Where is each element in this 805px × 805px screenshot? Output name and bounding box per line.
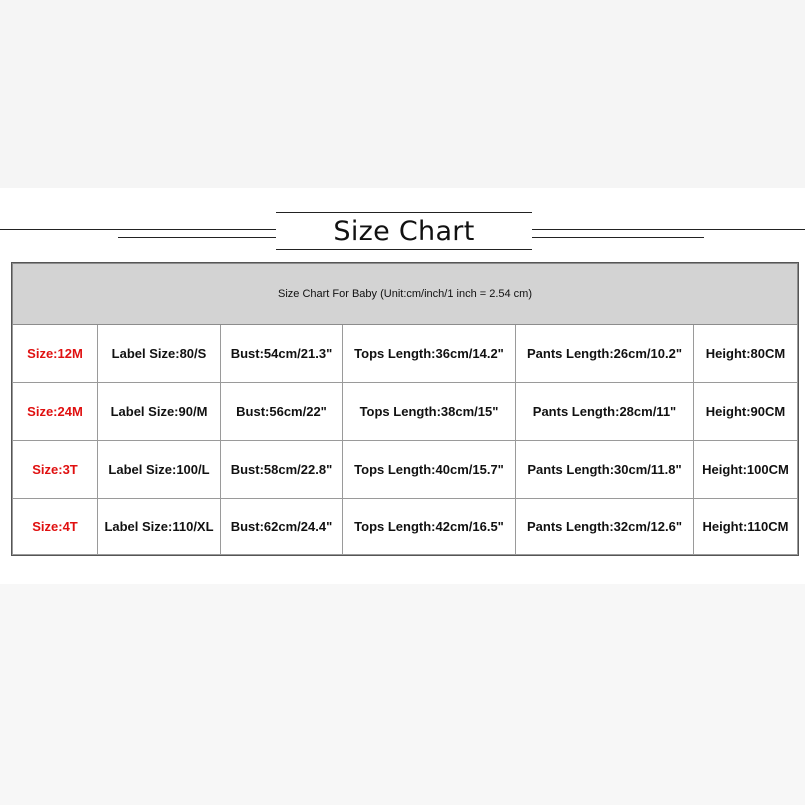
bust-cell: Bust:56cm/22" [221,383,343,441]
size-cell: Size:12M [13,325,98,383]
label-size-cell: Label Size:100/L [98,441,221,499]
pants-length-cell: Pants Length:28cm/11" [516,383,694,441]
size-cell: Size:4T [13,499,98,555]
table-row [13,441,798,499]
tops-length-cell: Tops Length:38cm/15" [343,383,516,441]
table-row [13,383,798,441]
title-rule-left-upper [0,229,276,230]
size-cell: Size:3T [13,441,98,499]
size-chart-table [12,263,798,555]
title-rule-right-lower [532,237,704,238]
label-size-cell: Label Size:80/S [98,325,221,383]
bust-cell: Bust:58cm/22.8" [221,441,343,499]
table-header-row [13,264,798,325]
height-cell: Height:80CM [694,325,798,383]
pants-length-cell: Pants Length:30cm/11.8" [516,441,694,499]
pants-length-cell: Pants Length:32cm/12.6" [516,499,694,555]
title-rule-right-upper [532,229,805,230]
tops-length-cell: Tops Length:36cm/14.2" [343,325,516,383]
height-cell: Height:110CM [694,499,798,555]
height-cell: Height:100CM [694,441,798,499]
tops-length-cell: Tops Length:42cm/16.5" [343,499,516,555]
label-size-cell: Label Size:90/M [98,383,221,441]
top-band [0,0,805,188]
label-size-cell: Label Size:110/XL [98,499,221,555]
bust-cell: Bust:54cm/21.3" [221,325,343,383]
table-row [13,325,798,383]
table-row [13,499,798,555]
bust-cell: Bust:62cm/24.4" [221,499,343,555]
height-cell: Height:90CM [694,383,798,441]
tops-length-cell: Tops Length:40cm/15.7" [343,441,516,499]
size-cell: Size:24M [13,383,98,441]
table-caption: Size Chart For Baby (Unit:cm/inch/1 inch = 2.54 cm) [13,264,798,325]
title-rule-left-lower [118,237,276,238]
bottom-band [0,584,805,805]
page-title: Size Chart [333,215,475,247]
pants-length-cell: Pants Length:26cm/10.2" [516,325,694,383]
